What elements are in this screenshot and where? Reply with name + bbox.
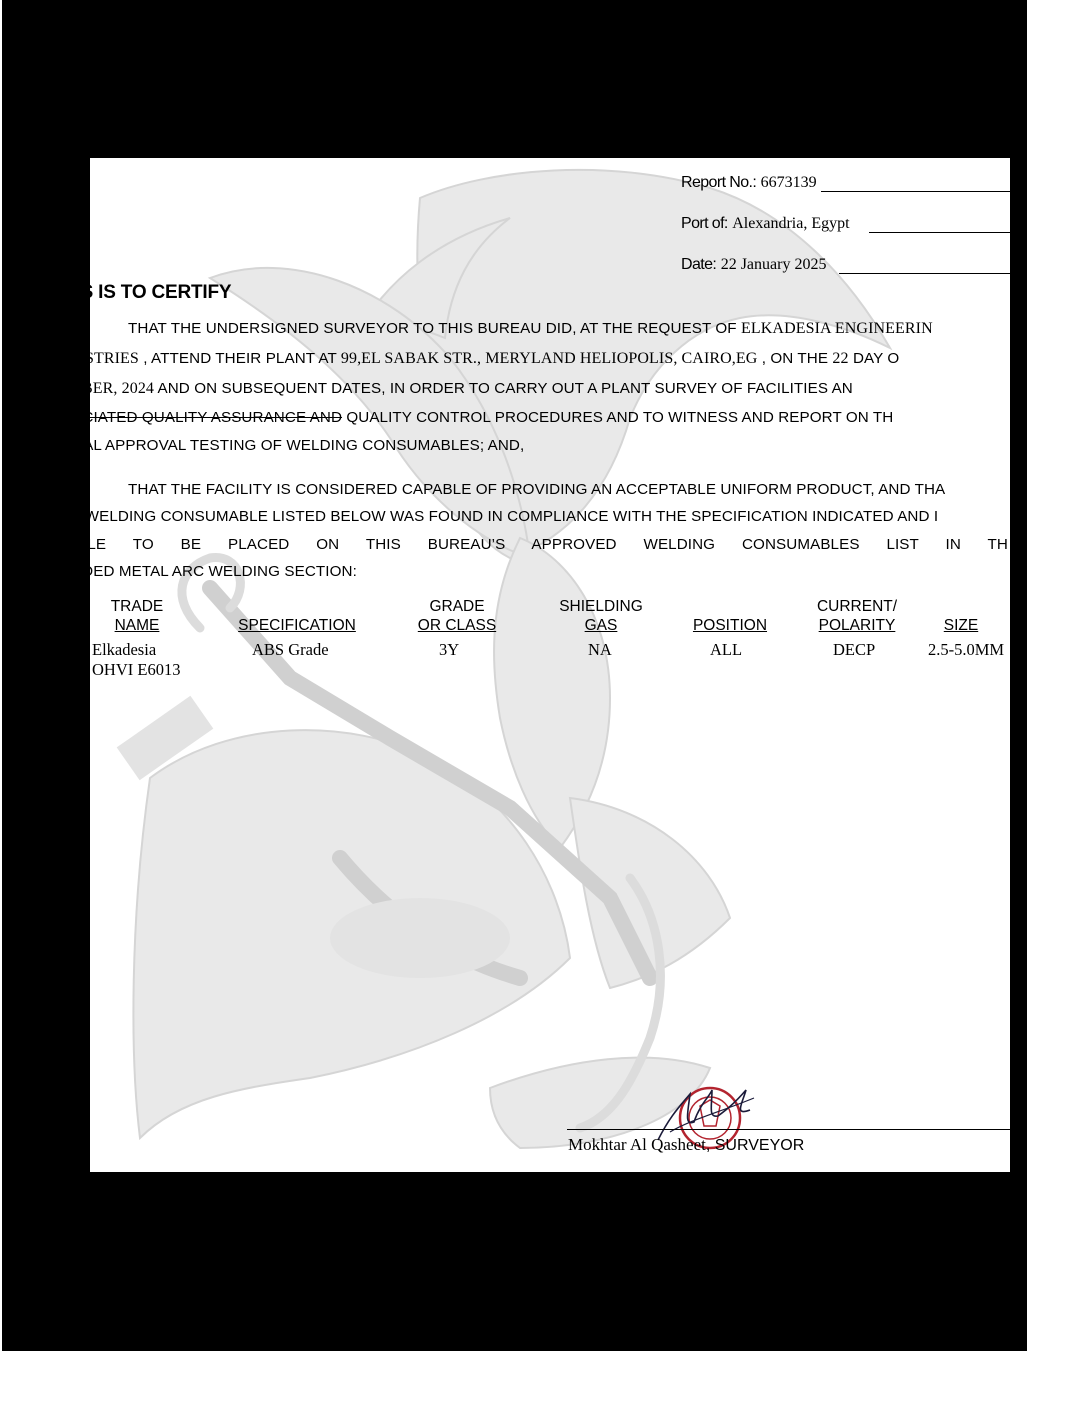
date-label: Date:: [681, 256, 717, 273]
column-header-bottom: SIZE: [943, 617, 979, 634]
column-header-shielding-gas: [552, 597, 650, 635]
column-header-grade: [406, 597, 508, 635]
date-line: [681, 256, 1010, 278]
column-header-bottom: POLARITY: [818, 617, 896, 634]
column-header-bottom: SPECIFICATION: [238, 617, 356, 634]
paragraph-1-line-1: [50, 320, 1010, 338]
certificate-page: [48, 158, 1010, 1172]
column-header-bottom: NAME: [114, 617, 160, 634]
column-header-trade-name: [102, 597, 172, 635]
port-line: [681, 215, 1010, 237]
paragraph-1-line-2: [50, 350, 1010, 368]
struck-text: SSOCIATED QUALITY ASSURANCE AND: [50, 409, 343, 426]
eagle-anchor-watermark: [90, 158, 1010, 1172]
paragraph-1-text: , ON THE: [757, 350, 833, 367]
report-number-rule: [821, 191, 1010, 192]
column-header-top: TRADE: [110, 598, 164, 615]
column-header-top: CURRENT/: [816, 598, 898, 615]
paragraph-1-text: AND ON SUBSEQUENT DATES, IN ORDER TO CARRY OUT A PLANT SURVEY OF FACILITIES AN: [154, 380, 853, 397]
paragraph-1-text: QUALITY CONTROL PROCEDURES AND TO WITNESS AND REPORT ON TH: [342, 409, 894, 426]
surveyor-signature-line: Mokhtar Al Qasheet, SURVEYOR: [568, 1135, 805, 1154]
date-rule: [839, 273, 1010, 274]
report-number-line: [681, 174, 1010, 196]
paragraph-1-text: , ATTEND THEIR PLANT AT: [138, 350, 341, 367]
paragraph-2-line-4: HIELDED METAL ARC WELDING SECTION:: [48, 563, 357, 580]
port-value: Alexandria, Egypt: [732, 215, 850, 232]
paragraph-2-line-1: THAT THE FACILITY IS CONSIDERED CAPABLE OF PROVIDING AN ACCEPTABLE UNIFORM PRODUCT, AND THA: [128, 481, 946, 498]
client-name-continued: NDUSTRIES: [50, 350, 139, 367]
column-header-size: [936, 597, 986, 635]
plant-address: 99,EL SABAK STR., MERYLAND HELIOPOLIS, CAIRO,EG: [340, 350, 758, 367]
port-rule: [869, 232, 1010, 233]
column-header-top: SHIELDING: [559, 598, 643, 615]
cell-shielding-gas: NA: [588, 640, 612, 659]
surveyor-name: Mokhtar Al Qasheet: [568, 1135, 706, 1154]
paragraph-1-line-4: [50, 409, 1010, 426]
column-header-bottom: GAS: [584, 617, 618, 634]
column-header-bottom: POSITION: [692, 617, 768, 634]
client-name: ELKADESIA ENGINEERIN: [741, 320, 933, 337]
report-number-value: 6673139: [760, 174, 817, 191]
paragraph-1-line-5: NNUAL APPROVAL TESTING OF WELDING CONSUMABLES; AND,: [50, 437, 525, 454]
report-number-label: Report No.:: [681, 174, 757, 191]
paragraph-2-line-2: ACH WELDING CONSUMABLE LISTED BELOW WAS FOUND IN COMPLIANCE WITH THE SPECIFICATION INDICATED AND I: [48, 508, 939, 525]
cell-polarity: DECP: [833, 640, 876, 659]
paragraph-1-line-3: [50, 380, 1010, 398]
cell-trade-name-2: OHVI E6013: [92, 660, 181, 679]
survey-month-year: CTOBER, 2024: [50, 380, 155, 397]
cell-trade-name-1: Elkadesia: [92, 640, 157, 659]
column-header-specification: [232, 597, 362, 635]
surveyor-title: SURVEYOR: [714, 1137, 805, 1154]
signature-rule: [567, 1129, 1010, 1130]
cell-specification: ABS Grade: [252, 640, 329, 659]
date-value: 22 January 2025: [720, 256, 827, 273]
port-label: Port of:: [681, 215, 728, 232]
column-header-position: [684, 597, 776, 635]
cell-size: 2.5-5.0MM: [928, 640, 1005, 659]
cell-grade: 3Y: [439, 640, 460, 659]
cell-position: ALL: [710, 640, 743, 659]
paragraph-1-text: THAT THE UNDERSIGNED SURVEYOR TO THIS BUREAU DID, AT THE REQUEST OF: [128, 320, 742, 337]
survey-day: 22: [832, 350, 849, 367]
column-header-polarity: [808, 597, 906, 635]
paragraph-1-text: DAY O: [848, 350, 900, 367]
paragraph-2-line-3: LIGIBLE TO BE PLACED ON THIS BUREAU’S APPROVED WELDING CONSUMABLES LIST IN TH: [48, 536, 1008, 553]
column-header-top: GRADE: [429, 598, 485, 615]
certify-heading: HIS IS TO CERTIFY: [62, 282, 232, 303]
column-header-bottom: OR CLASS: [417, 617, 497, 634]
